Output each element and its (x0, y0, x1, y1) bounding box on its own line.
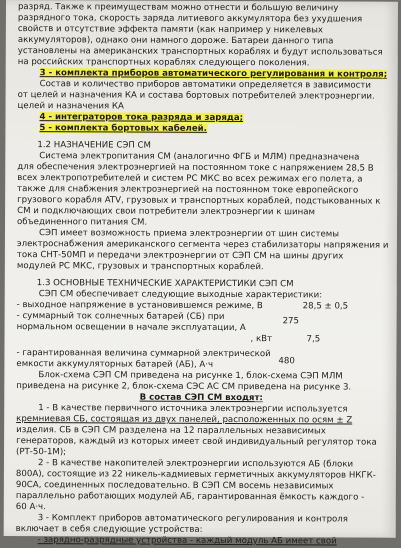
text-line: 60 А·ч. (15, 502, 46, 513)
spec-capacity-label-2: емкости аккумуляторных батарей (АБ), А·ч (16, 359, 214, 370)
spec-voltage-value: 28,5 ± 0,5 (302, 301, 349, 312)
text-line: для обеспечения электроэнергией на постоянном токе с напряжением 28,5 В (17, 162, 374, 174)
text-line: генераторов, каждый из которых имеет свой индивидуальный регулятор тока (16, 436, 377, 448)
text-line: СЭП имеет возможность приема электроэнергии от шин системы (38, 228, 340, 240)
section-1-2-title: 1.2 НАЗНАЧЕНИЕ СЭП СМ (37, 140, 151, 151)
spec-capacity-value: 480 (278, 356, 295, 367)
text-line: Блок-схема СЭП СМ приведена на рисунке 1, блок-схема СЭП МЛМ (38, 370, 343, 382)
text-line: грузового корабля ATV, грузовых и транспортных кораблей, подстыкованных к (17, 195, 381, 207)
text-line: также для снабжения электроэнергией на постоянном токе европейского (17, 184, 359, 196)
text-line: модулей РС МКС, грузовых и транспортных кораблей. (16, 261, 264, 273)
spec-power-label-1: - суммарный ток солнечных батарей (СБ) при (16, 311, 225, 322)
text-line: всех электропотребителей и систем РС МКС во всех режимах его полета, а (17, 173, 363, 185)
text-line: объединенного питания СМ. (17, 217, 148, 228)
spec-power-kw-row (16, 333, 386, 346)
spec-power-value-2: 7,5 (306, 334, 321, 345)
item3-heading: 3 - комплекта приборов автоматического регулирования и контроля; (39, 68, 388, 80)
document-sheet (4, 0, 398, 547)
text-line: изделия. СБ в СЭП СМ разделена на 12 параллельных независимых (16, 425, 326, 437)
text-line: Система электропитания СМ (аналогично ФГБ и МЛМ) предназначена (39, 151, 360, 163)
text-line: приведена на рисунке 2, блок-схема СЭС АС СМ приведена на рисунке 3. (16, 381, 352, 393)
document-page (16, 2, 388, 548)
text-line: электроснабжения американского сегмента через стабилизаторы напряжения и (16, 239, 389, 251)
item4-heading: 4 - интеграторов тока разряда и заряда; (39, 112, 244, 124)
text-line: свойств и отсутствие эффекта памяти (как например у никелевых (17, 24, 324, 36)
text-line: (РТ-50-1М); (16, 447, 67, 458)
spec-voltage-row (17, 300, 387, 313)
spec-capacity-label-1: - гарантированная величина суммарной электрической (16, 348, 271, 360)
spec-capacity-row (16, 356, 386, 372)
text-line: СЭП СМ обеспечивает следующие выходные характеристики: (38, 289, 323, 301)
spec-power-value-1: 275 (282, 316, 300, 327)
text-line: 1 - В качестве первичного источника электроэнергии используется (38, 403, 348, 415)
item5-heading: 5 - комплекта бортовых кабелей. (39, 123, 207, 134)
composition-title: В состав СЭП СМ входят: (139, 392, 263, 404)
text-line: Состав и количество приборов автоматики определяется в зависимости (39, 79, 371, 91)
text-line: от целей и назначения КА и состава бортовых потребителей электроэнергии. (17, 90, 375, 102)
comp3-item: - зарядно-разрядные устройства - каждый модуль АБ имеет свой (37, 535, 337, 547)
text-line: 90СА, соединенных последовательно. В СЭП СМ восемь независимых (15, 480, 334, 492)
spec-power-label-2: нормальном освещении в начале эксплуатации, А (16, 322, 246, 334)
text-line: тока СНТ-50МП и передачи электроэнергии от СЭП СМ на шины других (16, 250, 344, 262)
text-line: установлены на американских транспортных кораблях и будут использоваться (17, 46, 383, 58)
spec-voltage-label: - выходное напряжение в установившемся режиме, В (16, 300, 263, 312)
text-line: целей и назначения КА (17, 101, 124, 112)
section-1-3-title: 1.3 ОСНОВНЫЕ ТЕХНИЧЕСКИЕ ХАРАКТЕРИСТИКИ СЭП СМ (36, 278, 294, 290)
text-line: 3 - Комплект приборов автоматического регулирования и контроля (37, 513, 349, 525)
text-line: включает в себя следующие устройства: (15, 524, 203, 535)
text-line: на российских транспортных кораблях следующего поколения. (17, 57, 310, 69)
underlined-term: кремниевая СБ, состоящая из двух панелей, расположенных по осям ± Z (16, 414, 353, 426)
text-line: аккумуляторов), однако они намного дороже. Батареи данного типа (17, 35, 334, 47)
text-line: разряд. Также к преимуществам можно отнести и большую величину (17, 2, 339, 14)
text-line: 2 - В качестве накопителей электроэнергии используются АБ (блоки (37, 458, 354, 470)
spec-power-unit: , кВт (250, 334, 273, 345)
text-line: 800А), состоящие из 22 никель-кадмиевых герметичных аккумуляторов НКГК- (15, 469, 376, 481)
text-line: разрядного тока, скорость заряда литиевого аккумулятора без ухудшения (17, 13, 363, 25)
text-line: параллельно работающих модулей АБ, гарантированная ёмкость каждого - (15, 491, 365, 503)
text-line: СМ и подключающих свои потребители электроэнергии к шинам (17, 206, 315, 218)
